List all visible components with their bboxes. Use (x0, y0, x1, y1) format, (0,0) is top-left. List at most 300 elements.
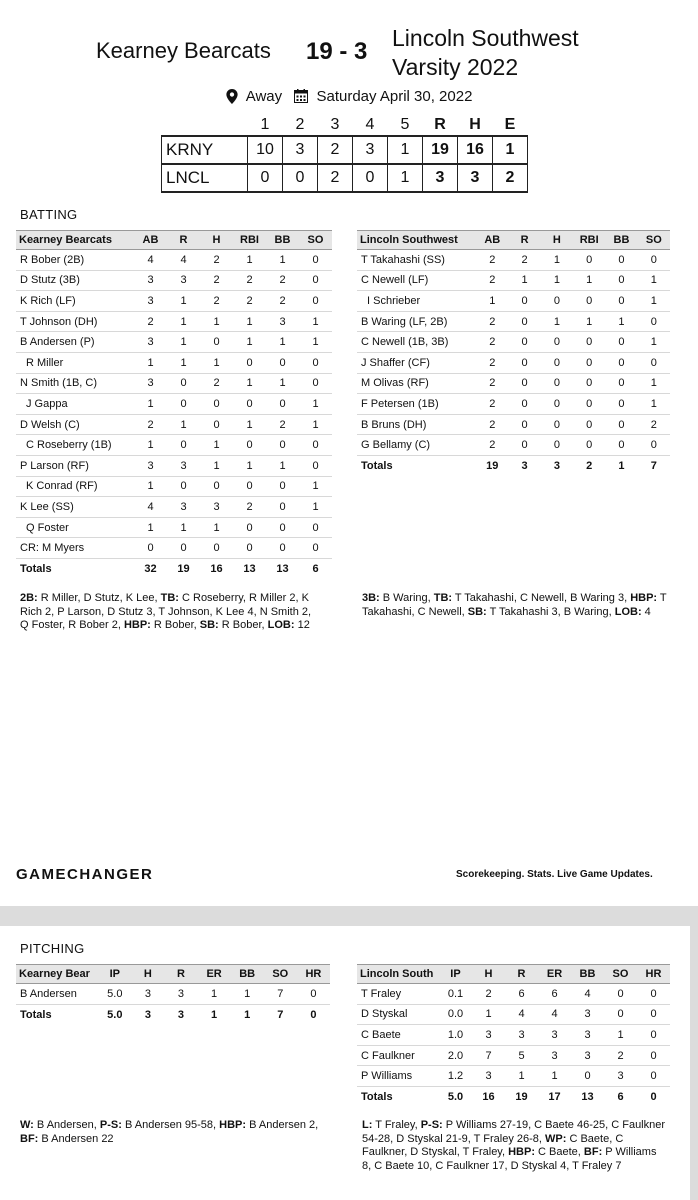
stat-cell: 0 (167, 476, 200, 497)
stat-cell: 1 (167, 311, 200, 332)
stat-cell: 0 (266, 435, 299, 456)
stat-cell: 0 (299, 352, 332, 373)
note-label: BF: (20, 1132, 39, 1145)
stat-cell: 0 (299, 250, 332, 271)
player-name: B Andersen (P) (16, 332, 134, 353)
stat-cell: 0 (233, 352, 266, 373)
player-name: D Welsh (C) (16, 414, 134, 435)
team-column-header: Kearney Bearcats (16, 231, 134, 250)
stat-cell: 1 (266, 332, 299, 353)
stat-cell: 2 (638, 414, 670, 435)
stat-cell: 1 (538, 1066, 571, 1087)
stat-cell: 0 (508, 352, 540, 373)
stat-cell: 3 (134, 373, 167, 394)
stat-cell: 6 (505, 984, 538, 1005)
team-column-header: Lincoln South (357, 965, 439, 984)
stat-column-header: H (131, 965, 164, 984)
stat-cell: 0 (233, 538, 266, 559)
note-label: SB: (199, 619, 219, 631)
stat-cell: 0 (167, 373, 200, 394)
stat-cell: 2 (134, 311, 167, 332)
stat-cell: 3 (134, 455, 167, 476)
player-name: B Andersen (16, 984, 98, 1005)
stat-cell: 4 (505, 1004, 538, 1025)
batting-section-title: BATTING (20, 207, 78, 222)
gamechanger-logo: GAMECHANGER (16, 866, 154, 883)
player-name: Q Foster (16, 517, 134, 538)
player-name: C Faulkner (357, 1045, 439, 1066)
inning-score: 0 (283, 164, 318, 192)
stat-cell: 0 (233, 476, 266, 497)
player-name: R Bober (2B) (16, 250, 134, 271)
totals-cell: 19 (177, 562, 190, 575)
stat-cell: 2 (476, 270, 508, 291)
stat-cell: 1.0 (439, 1025, 472, 1046)
stat-cell: 2 (476, 332, 508, 353)
stat-cell: 0 (604, 1004, 637, 1025)
totals-cell: 1 (211, 1008, 218, 1021)
stat-cell: 0 (200, 538, 233, 559)
stat-cell: 1 (134, 476, 167, 497)
stat-cell: 0 (508, 373, 540, 394)
note-text: 4 (641, 605, 651, 618)
player-row (16, 414, 332, 435)
totals-label: Totals (361, 459, 393, 472)
stat-cell: 0 (541, 414, 573, 435)
stat-cell: 0 (266, 538, 299, 559)
stat-cell: 1 (200, 455, 233, 476)
stat-cell: 1 (200, 352, 233, 373)
errors-total: 1 (493, 136, 528, 164)
stat-cell: 4 (134, 497, 167, 518)
stat-cell: 4 (571, 984, 604, 1005)
totals-cell: 3 (177, 1008, 185, 1021)
date-text: Saturday April 30, 2022 (316, 87, 473, 105)
stat-cell: 3 (571, 1025, 604, 1046)
inning-header: 3 (330, 115, 340, 133)
location-pin-icon (226, 89, 238, 104)
final-score: 19 - 3 (306, 38, 368, 65)
stat-cell: 0 (637, 984, 670, 1005)
stat-cell: 1 (167, 517, 200, 538)
hits-total: 3 (458, 164, 493, 192)
player-row (16, 984, 330, 1005)
stat-cell: 0 (637, 1004, 670, 1025)
stat-cell: 2 (200, 250, 233, 271)
stat-cell: 2 (476, 373, 508, 394)
inning-score: 2 (318, 136, 353, 164)
inning-score: 10 (248, 136, 283, 164)
line-score-table (161, 114, 528, 193)
hits-total: 16 (458, 136, 493, 164)
stat-cell: 0 (266, 497, 299, 518)
note-text: C Roseberry, R Miller 2, K Rich 2, P Larson, D Stutz 3, T Johnson, K Lee 4, N Smith 2, Q Foster, R Bober 2, (20, 592, 312, 631)
note-text: B Andersen 95-58, (121, 1119, 220, 1131)
note-text: B Andersen 2, (246, 1119, 319, 1131)
note-label: W: (20, 1119, 34, 1131)
hits-header: H (469, 115, 481, 133)
stat-cell: 7 (264, 984, 297, 1005)
note-label: L: (362, 1119, 373, 1131)
player-name: D Stutz (3B) (16, 270, 134, 291)
player-row (16, 497, 332, 518)
runs-total: 19 (423, 136, 458, 164)
stat-cell: 1 (505, 1066, 538, 1087)
inning-score: 2 (318, 164, 353, 192)
stat-column-header: BB (266, 231, 299, 250)
player-row (16, 352, 332, 373)
note-text: T Takahashi 3, B Waring, (486, 605, 615, 618)
player-name: F Petersen (1B) (357, 394, 476, 415)
stat-cell: 0 (541, 373, 573, 394)
stat-cell: 1 (299, 394, 332, 415)
player-row (357, 394, 670, 415)
player-row (357, 352, 670, 373)
stat-cell: 2.0 (439, 1045, 472, 1066)
player-name: G Bellamy (C) (357, 435, 476, 456)
line-score-row-away (162, 164, 528, 192)
stat-cell: 3 (167, 455, 200, 476)
stat-cell: 2 (476, 250, 508, 271)
stat-cell: 2 (476, 414, 508, 435)
player-name: J Gappa (16, 394, 134, 415)
stat-column-header: HR (637, 965, 670, 984)
totals-cell: 1 (618, 459, 625, 472)
page-divider-edge (690, 906, 698, 1200)
batting-notes-away (362, 592, 668, 619)
stat-cell: 0 (573, 435, 605, 456)
stat-cell: 0 (638, 311, 670, 332)
player-row (16, 476, 332, 497)
stat-column-header: HR (297, 965, 330, 984)
stat-cell: 0 (573, 250, 605, 271)
stat-cell: 0 (200, 394, 233, 415)
player-name: T Johnson (DH) (16, 311, 134, 332)
stat-cell: 2 (200, 373, 233, 394)
stat-cell: 2 (134, 414, 167, 435)
player-row (357, 1025, 670, 1046)
note-label: HBP: (508, 1146, 535, 1158)
stat-cell: 2 (266, 291, 299, 312)
player-row (16, 394, 332, 415)
stat-cell: 2 (472, 984, 505, 1005)
inning-header: 4 (365, 115, 375, 133)
stat-cell: 0 (508, 414, 540, 435)
totals-cell: 13 (243, 562, 256, 575)
stat-cell: 0 (299, 517, 332, 538)
player-name: C Baete (357, 1025, 439, 1046)
totals-cell: 16 (210, 562, 223, 575)
stat-cell: 1 (573, 270, 605, 291)
note-label: LOB: (614, 605, 642, 618)
stat-cell: 0 (571, 1066, 604, 1087)
stat-cell: 0 (573, 291, 605, 312)
team-abbr: LNCL (162, 164, 248, 192)
stat-cell: 1 (638, 332, 670, 353)
stat-column-header: H (200, 231, 233, 250)
stat-cell: 0 (299, 291, 332, 312)
stat-cell: 0 (299, 373, 332, 394)
inning-score: 1 (388, 164, 423, 192)
stat-cell: 0 (541, 332, 573, 353)
stat-cell: 1 (299, 497, 332, 518)
stat-column-header: ER (538, 965, 571, 984)
totals-row (16, 558, 332, 579)
inning-score: 1 (388, 136, 423, 164)
team-column-header: Lincoln Southwest (357, 231, 476, 250)
note-label: 3B: (362, 592, 380, 604)
game-meta (0, 87, 698, 105)
stat-cell: 0 (233, 435, 266, 456)
player-name: K Rich (LF) (16, 291, 134, 312)
note-text: B Waring, (379, 592, 434, 604)
note-label: HBP: (630, 592, 658, 604)
stat-column-header: BB (571, 965, 604, 984)
stat-cell: 1 (541, 270, 573, 291)
stat-cell: 0 (573, 352, 605, 373)
totals-row (357, 1086, 670, 1107)
stat-cell: 2 (476, 435, 508, 456)
stat-cell: 1 (167, 414, 200, 435)
stat-cell: 0 (638, 250, 670, 271)
totals-cell: 5.0 (447, 1091, 464, 1104)
stat-cell: 0 (266, 517, 299, 538)
stat-cell: 0 (508, 291, 540, 312)
game-header (0, 22, 698, 82)
player-row (357, 373, 670, 394)
totals-cell: 2 (586, 459, 593, 472)
totals-cell: 13 (276, 562, 289, 575)
player-row (16, 435, 332, 456)
stat-cell: 1 (167, 291, 200, 312)
player-row (16, 270, 332, 291)
player-name: M Olivas (RF) (357, 373, 476, 394)
player-row (16, 291, 332, 312)
totals-cell: 5.0 (107, 1008, 123, 1021)
stat-cell: 2 (233, 270, 266, 291)
note-text: P Williams 27-19, C Baete 46-25, C Faulkner 54-28, D Styskal 21-9, T Fraley 26-8, (362, 1119, 666, 1145)
stat-cell: 0 (266, 476, 299, 497)
stat-cell: 1 (198, 984, 231, 1005)
stat-cell: 1 (200, 517, 233, 538)
stat-cell: 1 (638, 270, 670, 291)
note-text: C Baete, (535, 1146, 584, 1158)
stat-cell: 0 (167, 435, 200, 456)
stat-cell: 1.2 (439, 1066, 472, 1087)
stat-cell: 2 (476, 352, 508, 373)
stat-cell: 1 (233, 455, 266, 476)
stat-column-header: AB (134, 231, 167, 250)
inning-score: 0 (353, 164, 388, 192)
player-name: K Conrad (RF) (16, 476, 134, 497)
note-text: 12 (294, 619, 310, 631)
pitching-notes-away (362, 1119, 668, 1173)
stat-cell: 1 (476, 291, 508, 312)
stat-cell: 1 (541, 250, 573, 271)
totals-row (357, 455, 670, 476)
player-row (16, 517, 332, 538)
errors-total: 2 (493, 164, 528, 192)
stat-cell: 2 (233, 497, 266, 518)
stat-cell: 0 (508, 394, 540, 415)
stat-cell: 3 (538, 1025, 571, 1046)
stat-cell: 0 (605, 435, 637, 456)
note-text: P Williams 8, C Baete 10, C Faulkner 17, D Styskal 4, T Fraley 7 (362, 1146, 657, 1172)
stat-cell: 2 (604, 1045, 637, 1066)
stat-cell: 3 (164, 984, 197, 1005)
note-label: 2B: (20, 592, 38, 604)
stat-cell: 0 (604, 984, 637, 1005)
player-row (357, 291, 670, 312)
stat-cell: 0 (605, 291, 637, 312)
stat-column-header: RBI (573, 231, 605, 250)
totals-cell: 32 (144, 562, 157, 575)
stat-cell: 1 (299, 476, 332, 497)
player-name: C Newell (LF) (357, 270, 476, 291)
stat-cell: 0 (299, 270, 332, 291)
stat-cell: 0 (541, 352, 573, 373)
totals-label: Totals (361, 1091, 393, 1104)
note-label: HBP: (219, 1119, 247, 1131)
stat-cell: 1 (573, 311, 605, 332)
stat-column-header: H (472, 965, 505, 984)
note-text: C Baete, C Faulkner, D Styskal, T Fraley, (362, 1132, 624, 1158)
totals-cell: 7 (277, 1008, 284, 1021)
stat-cell: 1 (134, 394, 167, 415)
batting-notes-home (20, 592, 320, 633)
stat-cell: 3 (134, 270, 167, 291)
stat-cell: 1 (472, 1004, 505, 1025)
away-team-name (392, 24, 632, 82)
stat-cell: 0 (637, 1045, 670, 1066)
player-name: CR: M Myers (16, 538, 134, 559)
away-team-name-line1: Lincoln Southwest (392, 25, 579, 51)
stat-cell: 0 (605, 332, 637, 353)
stat-cell: 1 (299, 414, 332, 435)
player-row (357, 1045, 670, 1066)
stat-cell: 1 (299, 332, 332, 353)
totals-cell: 6 (617, 1091, 624, 1104)
player-name: K Lee (SS) (16, 497, 134, 518)
away-team-name-line2: Varsity 2022 (392, 54, 519, 80)
stat-cell: 5.0 (98, 984, 131, 1005)
stat-cell: 2 (200, 291, 233, 312)
inning-header: 1 (260, 115, 270, 133)
inning-score: 0 (248, 164, 283, 192)
stat-cell: 4 (538, 1004, 571, 1025)
stat-cell: 1 (638, 373, 670, 394)
stat-cell: 0 (573, 373, 605, 394)
stat-cell: 0.0 (439, 1004, 472, 1025)
stat-cell: 1 (233, 373, 266, 394)
stat-cell: 1 (233, 414, 266, 435)
stat-column-header: IP (98, 965, 131, 984)
pitching-notes-home (20, 1119, 320, 1146)
stat-cell: 0 (605, 373, 637, 394)
stat-column-header: R (167, 231, 200, 250)
stat-cell: 3 (167, 497, 200, 518)
stat-cell: 0 (638, 435, 670, 456)
stat-cell: 1 (605, 311, 637, 332)
stat-cell: 5 (505, 1045, 538, 1066)
player-name: T Takahashi (SS) (357, 250, 476, 271)
stat-cell: 3 (200, 497, 233, 518)
stat-column-header: H (541, 231, 573, 250)
player-name: B Waring (LF, 2B) (357, 311, 476, 332)
stat-cell: 1 (134, 435, 167, 456)
stat-cell: 1 (167, 332, 200, 353)
stat-cell: 0 (167, 394, 200, 415)
stat-cell: 0.1 (439, 984, 472, 1005)
line-score-row-home (162, 136, 528, 164)
stat-column-header: SO (638, 231, 670, 250)
stat-cell: 1 (134, 352, 167, 373)
stat-cell: 1 (233, 311, 266, 332)
stat-cell: 1 (266, 250, 299, 271)
stat-cell: 0 (573, 394, 605, 415)
stat-cell: 0 (541, 394, 573, 415)
stat-cell: 1 (508, 270, 540, 291)
stat-cell: 1 (541, 311, 573, 332)
stat-column-header: R (508, 231, 540, 250)
note-label: P-S: (420, 1119, 443, 1131)
stat-cell: 0 (233, 517, 266, 538)
player-row (16, 311, 332, 332)
stat-cell: 3 (472, 1025, 505, 1046)
player-name: P Williams (357, 1066, 439, 1087)
stat-cell: 1 (299, 311, 332, 332)
location-text: Away (245, 87, 283, 105)
player-name: P Larson (RF) (16, 455, 134, 476)
totals-cell: 16 (482, 1091, 495, 1104)
player-name: D Styskal (357, 1004, 439, 1025)
stat-cell: 2 (233, 291, 266, 312)
stat-column-header: ER (198, 965, 231, 984)
inning-header: 2 (295, 115, 305, 133)
note-label: P-S: (99, 1119, 122, 1131)
player-row (357, 311, 670, 332)
stat-column-header: R (164, 965, 197, 984)
stat-cell: 0 (573, 332, 605, 353)
stat-cell: 1 (134, 517, 167, 538)
stat-cell: 3 (134, 291, 167, 312)
stat-column-header: SO (299, 231, 332, 250)
player-name: R Miller (16, 352, 134, 373)
stat-cell: 0 (605, 250, 637, 271)
totals-cell: 3 (553, 459, 560, 472)
stat-cell: 0 (605, 414, 637, 435)
stat-cell: 0 (508, 435, 540, 456)
stat-cell: 1 (233, 250, 266, 271)
note-label: WP: (545, 1132, 567, 1145)
stat-cell: 1 (266, 373, 299, 394)
stat-cell: 3 (505, 1025, 538, 1046)
player-row (357, 414, 670, 435)
inning-header: 5 (400, 115, 410, 133)
runs-header: R (434, 115, 446, 133)
stat-cell: 0 (233, 394, 266, 415)
stat-column-header: BB (605, 231, 637, 250)
stat-cell: 2 (266, 270, 299, 291)
stat-cell: 0 (605, 352, 637, 373)
player-row (357, 984, 670, 1005)
stat-cell: 4 (167, 250, 200, 271)
stat-cell: 2 (266, 414, 299, 435)
stat-cell: 1 (200, 311, 233, 332)
player-name: N Smith (1B, C) (16, 373, 134, 394)
pitching-table-home (16, 964, 330, 1025)
stat-cell: 0 (508, 332, 540, 353)
